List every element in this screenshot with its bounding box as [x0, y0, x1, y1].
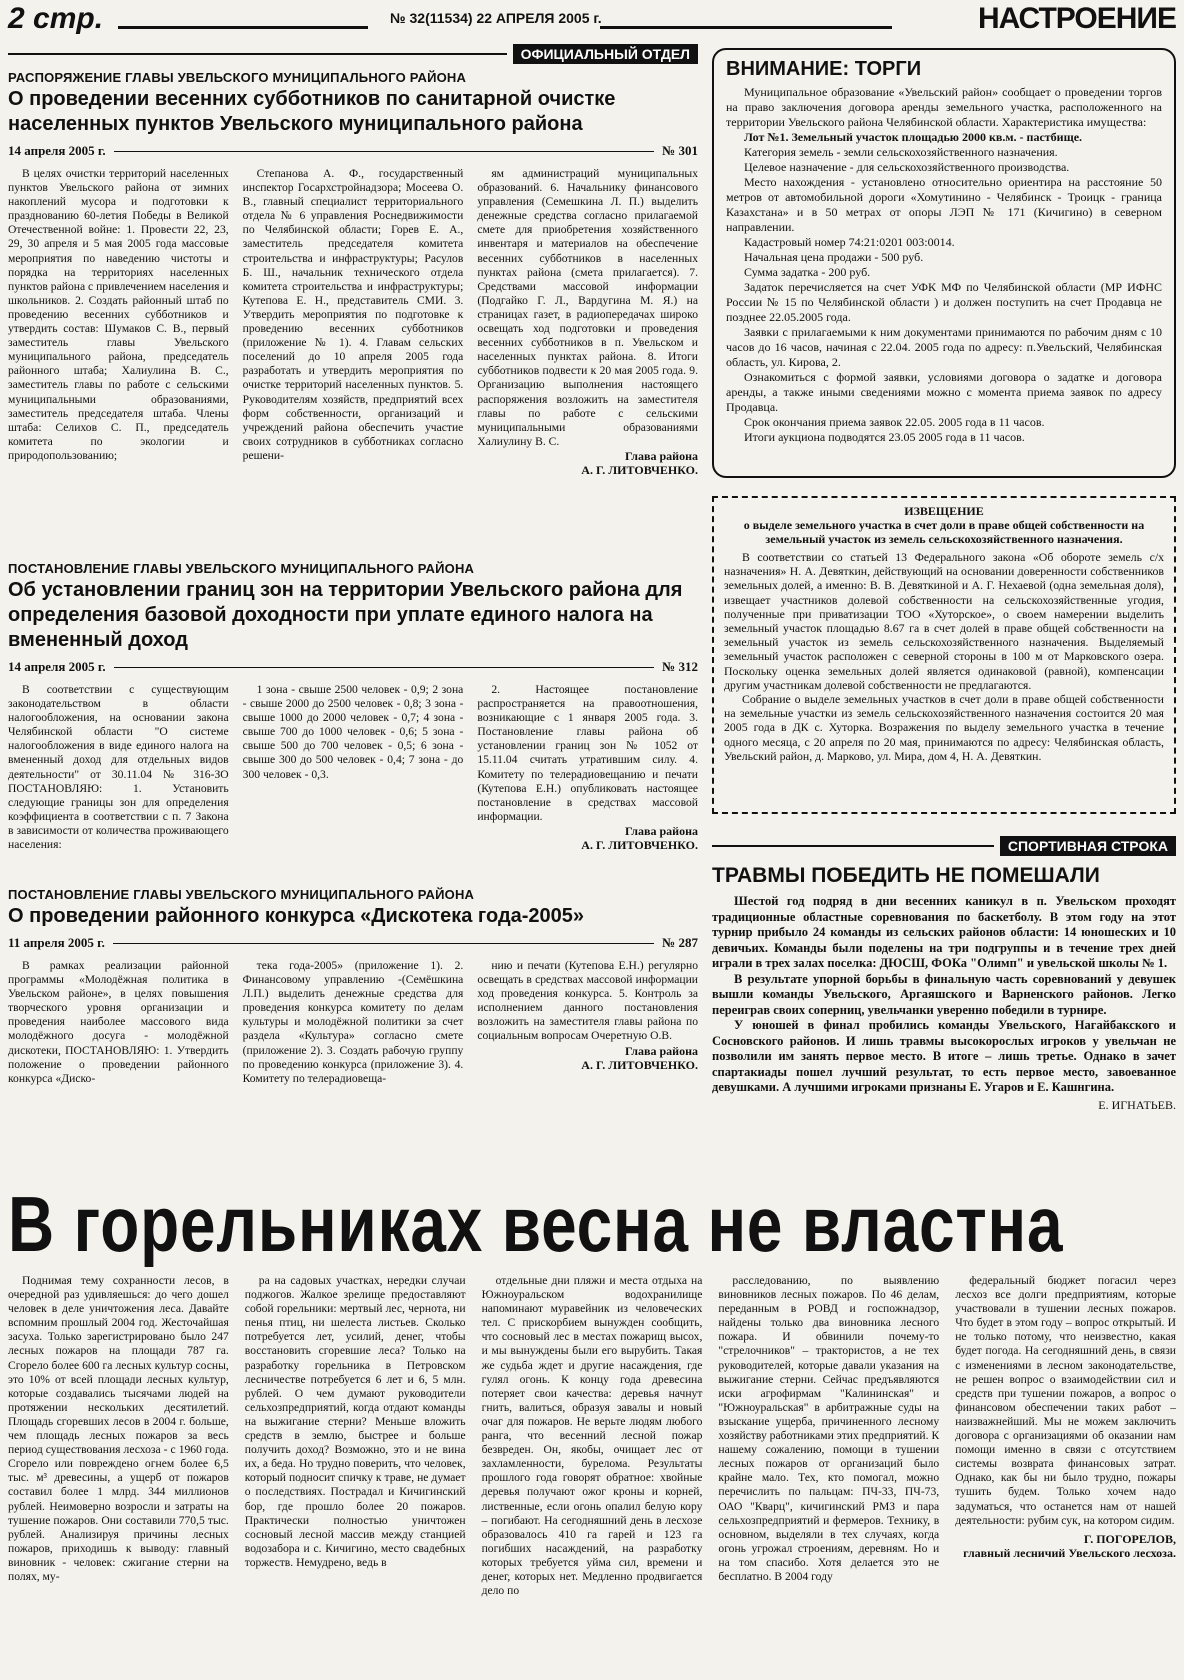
a3-sig-title: Глава района	[625, 1043, 698, 1058]
dateline-rule	[114, 151, 655, 152]
a1-col3: ям администраций муниципальных образований. 6. Начальнику финансового управления (Семешкина Л. П.) выделить денежные средства согласно прилагаемой смете для приобретения хозяйственного инвентаря и материалов на обеспечение весенних субботников в населенных пунктах района (смета прилагается). 7. Средствами массовой информации (Подгайко Г. Л., Вардугина М. Я.) на страницах газет, в радиопередачах широко освещать ход подготовки и проведения весенних субботников в п. Увельском и населенных пунктах района. 8. Итоги субботников подвести к 20 мая 2005 года. 9. Организацию выполнения настоящего распоряжения возложить на заместителя главы по работе с сельскими муниципальными образованиями Халиулину В. С.	[477, 167, 698, 448]
section-title: НАСТРОЕНИЕ	[977, 2, 1176, 35]
a3-title: О проведении районного конкурса «Дискотека года-2005»	[8, 905, 585, 927]
feature-col5: федеральный бюджет погасил через лесхоз все долги предприятиям, которые участвовали в тушении лесных пожаров. Что будет в этом году – вопрос открытый. И не только потому, что неизвестно, какая будет погода. На сегодняшний день, в связи с изменениями в лесном законодательстве, не решен вопрос о взаимодействии сил и средств при тушении пожаров, а вопрос о финансовом обеспечении таких работ – наизважнейший. Мы не можем заключить договора с организациями об оказании нам помощи именно в связи с отсутствием системы возврата финансовых затрат. Однако, как бы ни было трудно, пожары тушить будем. Только хочем надо задуматься, что останется нам от нашей деятельности: рубим сук, на котором сидим.	[955, 1274, 1176, 1527]
a1-sig-title: Глава района	[625, 448, 698, 463]
tender-results: Итоги аукциона подводятся 23.05 2005 года в 11 часов.	[744, 430, 1025, 444]
land-notice	[712, 496, 1176, 814]
a3-decree: ПОСТАНОВЛЕНИЕ ГЛАВЫ УВЕЛЬСКОГО МУНИЦИПАЛЬНОГО РАЙОНА	[8, 887, 475, 902]
sport-author: Е. ИГНАТЬЕВ.	[1098, 1097, 1176, 1112]
feature-body	[8, 1274, 1176, 1674]
official-section	[8, 44, 698, 1109]
a1-col2: Степанова А. Ф., государственный инспектор Госархстройнадзора; Мосеева О. В., главный специалист территориального отдела № 6 управления Роснедвижимости по Челябинской области; Горев Е. А., заместитель председателя комитета строительства и инфраструктуры; Расулов Б. Ш., начальник технического отдела комитета строительства и инфраструктуры; Кутепова Е. Н., представитель СМИ. 3. Утвердить мероприятия по подготовке к проведению весенних субботников (приложение № 1). 4. Главам сельских поселений до 10 апреля 2005 года разработать и утвердить мероприятия по очистке территорий населенных пунктов. 5. Руководителям хозяйств, предприятий всех форм собственности, организаций и учреждений района обеспечить участие своих сотрудников в субботниках согласно решени-	[242, 167, 464, 462]
feature-col1: Поднимая тему сохранности лесов, в очередной раз удивляешься: до чего дошел человек в деле уничтожения леса. Давайте вспомним прошлый 2004 год. Жесточайшая засуха. Только зарегистрировано было 247 лесных пожаров на площади 787 га. Сгорело более 600 га лесных культур сосны, это 10% от всей площади лесных культур, которые создавались тысячами людей на протяжении нескольких десятилетий. Площадь сгоревших лесов в 2004 г. больше, чем площадь лесных пожаров за весь период существования лесхоза - с 1960 года. Сгорело или повреждено огнем более 6,5 тыс. м³ древесины, а ущерб от пожаров составил более 1 млрд. 344 миллионов рублей. Неимоверно возросли и затраты на тушение пожаров. Они составили 770,5 тыс. рублей. Анализируя причины лесных пожаров, приходишь к выводу: главный виновник - человек: сжигание стерни на полях, му-	[8, 1274, 229, 1583]
a2-sig-name: А. Г. ЛИТОВЧЕНКО.	[581, 837, 698, 852]
dateline-rule	[113, 943, 654, 944]
a3-col3: нию и печати (Кутепова Е.Н.) регулярно освещать в средствах массовой информации ход проведения конкурса. 5. Контроль за исполнением данного постановления возложить на заместителя главы района по социальным вопросам Очеретную О.В.	[477, 959, 698, 1043]
a2-sig-title: Глава района	[625, 823, 698, 838]
notice-subtitle: о выделе земельного участка в счет доли в праве общей собственности на земельный участок из земель сельскохозяйственного назначения.	[743, 518, 1145, 546]
a1-col1: В целях очистки территорий населенных пунктов Увельского района от зимних накоплений мусора и подготовки к празднованию 60-летия Победы в Великой Отечественной войне: 1. Провести 22, 23, 29, 30 апреля и 5 мая 2005 года массовые мероприятия по наведению чистоты и порядка на территориях населенных пунктов района с привлечением населения и школьников. 2. Создать районный штаб по проведению весенних субботников и утвердить состав: Шумаков С. В., первый заместитель главы Увельского муниципального района, председатель районного штаба; Халиулина В. С., заместитель главы по работе с сельскими муниципальными образованиями, заместитель председателя штаба. Члены штаба: Селихов С. П., председатель комитета по экологии и природопользованию;	[8, 167, 229, 462]
tender-account: Задаток перечисляется на счет УФК МФ по Челябинской области (МР ИФНС России № 15 по Челябинской области ) и должен поступить на счет Продавца не позднее 22.05.2005 года.	[726, 280, 1162, 324]
feature-headline: В горельниках весна не властна	[8, 1180, 1064, 1268]
tender-category: Категория земель - земли сельскохозяйственного назначения.	[744, 145, 1058, 159]
feature-col3: отдельные дни пляжи и места отдыха на Южноуральском водохранилище напоминают муравейник из человеческих тел. С прискорбием вынужден сообщить, что сосновый лес в местах пожарищ высох, и мы вынуждены были его вырубить. Такая же судьба ждет и другие насаждения, где гулял огонь. К концу года древесина потеряет свои качества: деревья начнут гнить, валиться, образуя завалы и новый очаг для пожаров. Не верьте людям любого ранга, что весенний лесной пожар безвреден. Он, якобы, очищает лес от захламленности, бурелома. Результаты прошлого года говорят обратное: хвойные деревья получают ожог кроны и корней, лиственные, если огонь опалил белую кору – погибают. На сегодняшний день в лесхозе образовалось 410 га гарей и 123 га погибших насаждений, на разработку которых требуется уйма сил, времени и денег, которых нет. Медленно продвигается дело по	[481, 1274, 703, 1598]
tender-lot: Лот №1. Земельный участок площадью 2000 кв.м. - пастбище.	[744, 130, 1083, 144]
official-kicker: ОФИЦИАЛЬНЫЙ ОТДЕЛ	[513, 44, 698, 64]
feature-author-role: главный лесничий Увельского лесхоза.	[963, 1545, 1176, 1560]
tender-box	[712, 48, 1176, 478]
a3-col2: тека года-2005» (приложение 1). 2. Финансовому управлению -(Семёшкина Л.П.) выделить денежные средства для проведения конкурса комитету по делам культуры и молодёжной политики за счет раздела «Культура» согласно смете (приложение 2). 3. Создать рабочую группу по проведению конкурса (приложение 3). 4. Комитету по телерадиовеща-	[242, 959, 464, 1085]
sport-title: ТРАВМЫ ПОБЕДИТЬ НЕ ПОМЕШАЛИ	[712, 864, 1100, 887]
tender-deadline: Срок окончания приема заявок 22.05. 2005 года в 11 часов.	[744, 415, 1045, 429]
a1-decree: РАСПОРЯЖЕНИЕ ГЛАВЫ УВЕЛЬСКОГО МУНИЦИПАЛЬНОГО РАЙОНА	[8, 70, 467, 85]
a2-number: № 312	[662, 659, 698, 674]
notice-title: ИЗВЕЩЕНИЕ	[904, 504, 984, 518]
tender-price: Начальная цена продажи - 500 руб.	[744, 250, 924, 264]
a1-number: № 301	[662, 143, 698, 158]
tender-deposit: Сумма задатка - 200 руб.	[744, 265, 871, 279]
tender-applications: Заявки с прилагаемыми к ним документами принимаются по рабочим дням с 10 часов до 16 часов, начиная с 22.04. 2005 года по адресу: п.Увельский, Челябинская область, ул. Кирова, 2.	[726, 325, 1162, 369]
sport-kicker: СПОРТИВНАЯ СТРОКА	[1000, 836, 1176, 856]
notice-body-1: В соответствии со статьей 13 Федерального закона «Об обороте земель с/х назначения» Н. А. Девяткин, действующий на основании доверенности собственников земельных долей, а именно: В. В. Девяткиной и А. Г. Нехаевой (одна земельная доля), извещает участников долевой собственности на сельскохозяйственные угодия, полученные при приватизации ТОО «Хуторское», о своем намерении выделить земельный участок площадью 8.67 га в счет долей в праве общей собственности на земельный участок из земель сельскохозяйственного назначения. Выделяемый земельный участок расположен с северной стороны в 100 м от Марковского озера. Поскольку оценка земельных долей является одинаковой (равной), компенсации другим участникам долевой собственности не предлагаются.	[724, 550, 1164, 692]
dateline-rule	[114, 667, 655, 668]
a3-col1: В рамках реализации районной программы «Молодёжная политика в Увельском районе», в целях повышения творческого уровня организации и проведения наиболее массового вида молодёжного досуга - молодёжной дискотеки, ПОСТАНОВЛЯЮ: 1. Утвердить положение о проведении районного конкурса «Диско-	[8, 959, 229, 1085]
feature-col2: ра на садовых участках, нередки случаи поджогов. Жалкое зрелище предоставляют собой горельники: мертвый лес, чернота, ни пенья птиц, ни шелеста листьев. Сколько потребуется лет, усилий, денег, чтобы восстановить сгоревшие леса? Только на разработку горельника в Петровском лесничестве потребуется 6 лет и 6, 5 млн. рублей. О чем думают руководители сельхозпредприятий, когда отдают команды на выжигание стерни? Меньше вложить средств в землю, быстрее и больше получить доход? Возможно, это и не вина их, а беда. Но трудно поверить, что человек, который подносит спичку к траве, не думает о последствиях. Пострадал и Кичигинский бор, где прошло более 20 пожаров. Практически полностью уничтожен сосновый лесной массив между станцией водозабора и с. Кичигино, место свадебных торжеств. Немудрено, ведь в	[244, 1274, 466, 1569]
a3-date: 11 апреля 2005 г.	[8, 935, 105, 950]
kicker-rule	[712, 845, 994, 847]
a2-decree: ПОСТАНОВЛЕНИЕ ГЛАВЫ УВЕЛЬСКОГО МУНИЦИПАЛЬНОГО РАЙОНА	[8, 561, 475, 576]
tender-cadastre: Кадастровый номер 74:21:0201 003:0014.	[744, 235, 955, 249]
kicker-rule	[8, 53, 507, 55]
header-rule-right	[600, 26, 892, 29]
notice-body-2: Собрание о выделе земельных участков в счет доли в праве общей собственности на земельные участки из земель сельскохозяйственного назначения состоится 20 мая 2005 года в ДК с. Хуторка. Возражения по выделу земельного участка в течение одного месяца, с 20 апреля по 20 мая, принимаются по адресу: Челябинская область, Увельский район, д. Марково, ул. Мира, дом 4, Н. А. Девяткин.	[724, 692, 1164, 763]
page-number: 2 стр.	[8, 2, 104, 35]
feature-col4: расследованию, по выявлению виновников лесных пожаров. По 46 делам, переданным в РОВД и госпожнадзор, найдены только два виновника лесного пожара. И обвинили почему-то "стрелочников" – трактористов, а не тех руководителей, которые давали указания на выжигание стерни. Сейчас предъявляются иски агрофирмам "Калининская" и "Южноуральская" в арбитражные суды на взыскание ущерба, причиненного лесному хозяйству работниками этих предприятий. К нашему сожалению, помощи в тушении лесных пожаров от организаций было крайне мало. Тех, кто помогал, можно перечислить по пальцам: ПЧ-33, ПЧ-73, ОАО "Кварц", кичигинский РМЗ и пара сельхозпредприятий и фермеров. Технику, в основном, выделяли в тех случаях, когда огонь угрожал строениям, деревням. Но и на том спасибо. Хотя делается это не бесплатно. В 2004 году	[718, 1274, 940, 1583]
a2-col1: В соответствии с существующим законодательством в области налогообложения, на основании закона Челябинской области "О системе налогообложения в виде единого налога на вмененный доход для отдельных видов деятельности" от 30.11.04 № 316-ЗО ПОСТАНОВЛЯЮ: 1. Установить следующие границы зон для определения коэффициента в соответствии с п. 7 Закона в зависимости от количества проживающего населения:	[8, 683, 229, 852]
tender-intro: Муниципальное образование «Увельский район» сообщает о проведении торгов на право заключения договора аренды земельного участка, расположенного на территории Увельского района Челябинской области. Характеристика имущества:	[726, 85, 1162, 129]
tender-purpose: Целевое назначение - для сельскохозяйственного производства.	[744, 160, 1070, 174]
a1-title: О проведении весенних субботников по санитарной очистке населенных пунктов Увельского муниципального района	[8, 88, 616, 135]
tender-title: ВНИМАНИЕ: ТОРГИ	[726, 58, 922, 80]
a2-title: Об установлении границ зон на территории Увельского района для определения базовой доходности при уплате единого налога на вмененный доход	[8, 579, 683, 651]
header-rule-left	[118, 26, 368, 29]
a3-number: № 287	[662, 935, 698, 950]
a2-date: 14 апреля 2005 г.	[8, 659, 106, 674]
a1-sig-name: А. Г. ЛИТОВЧЕНКО.	[581, 462, 698, 477]
a2-col2: 1 зона - свыше 2500 человек - 0,9; 2 зона - свыше 2000 до 2500 человек - 0,8; 3 зона - свыше 1000 до 2000 человек - 0,7; 4 зона - свыше 700 до 1000 человек - 0,6; 5 зона - свыше 500 до 700 человек - 0,5; 6 зона - свыше 300 до 500 человек - 0,4; 7 зона - до 300 человек - 0,3.	[242, 683, 464, 781]
sport-body-2: В результате упорной борьбы в финальную часть соревнований у девушек вышли команды Увельского, Аргаяшского и Варненского районов. Легко переиграв своих соперниц, увельчанки уверенно победили в турнире.	[712, 971, 1176, 1017]
tender-info: Ознакомиться с формой заявки, условиями договора о задатке и договора аренды, а также иными сведениями можно с момента приема заявок по адресу Продавца.	[726, 370, 1162, 414]
a1-date: 14 апреля 2005 г.	[8, 143, 106, 158]
sport-body-3: У юношей в финал пробились команды Увельского, Нагайбакского и Сосновского районов. И лишь травмы высокорослых игроков у увельчан не позволили им занять первое место. В итоге – лишь третье. Однако в зачет спартакиады пошел лучший результат, то есть первое место, завоеванное девушками. А лучшими игроками признаны Е. Угаров и Е. Кашнгина.	[712, 1018, 1176, 1094]
sport-body-1: Шестой год подряд в дни весенних каникул в п. Увельском проходят традиционные областные соревнования по баскетболу. В этом году на этот турнир прибыло 24 команды из сельских районов области: 14 юношеских и 10 девичьих. Команды были поделены на три подгруппы и в течение трех дней играли в трех залах поселка: ДЮСШ, ФОКа "Олимп" и увельской школы № 1.	[712, 894, 1176, 970]
feature-author: Г. ПОГОРЕЛОВ,	[1083, 1531, 1176, 1546]
a3-sig-name: А. Г. ЛИТОВЧЕНКО.	[581, 1057, 698, 1072]
issue-info: № 32(11534) 22 АПРЕЛЯ 2005 г.	[390, 10, 602, 26]
a2-col3: 2. Настоящее постановление распространяется на правоотношения, возникающие с 1 января 2005 года. 3. Постановление главы района об установлении границ зон № 1052 от 15.11.04 считать утратившим силу. 4. Комитету по телерадиовещанию и печати (Кутепова Е.Н.) опубликовать настоящее постановление в средствах массовой информации.	[477, 683, 698, 823]
tender-location: Место нахождения - установлено относительно ориентира на расстояние 50 метров от автомобильной дороги «Хомутинино - Челябинск - Троицк - граница Казахстана» и в 50 метрах от опоры ЛЭП № 171 (Кичигино) в северном направлении.	[726, 175, 1162, 234]
sport-section	[712, 836, 1176, 1113]
